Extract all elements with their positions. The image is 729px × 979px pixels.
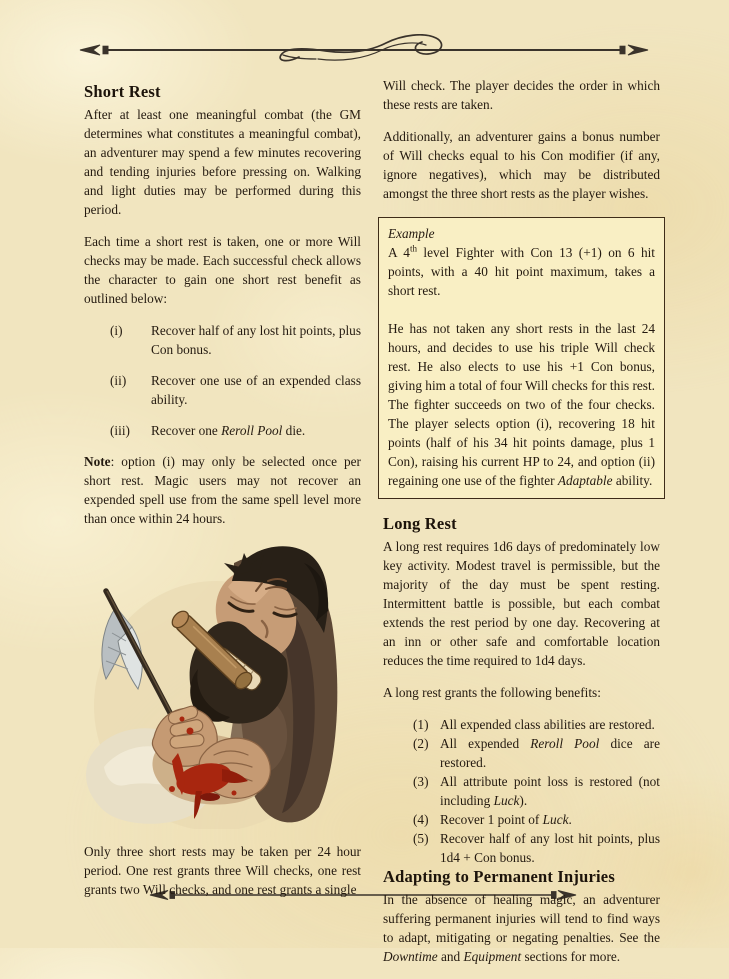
- center-flourish-icon: [280, 35, 441, 61]
- short-rest-paragraph-1: After at least one meaningful combat (the GM determines what constitutes a meaningful combat), an adventurer may spend a few minutes recovering and tending injuries before pressing on. Walking and light duties may be performed during this period.: [84, 107, 361, 217]
- list-item-label: (4): [413, 812, 429, 827]
- list-item-label: (2): [413, 736, 429, 751]
- example-paragraph-1: A 4th level Fighter with Con 13 (+1) on 6 hit points, with a 40 hit point maximum, takes a short rest.: [388, 243, 655, 298]
- list-item: [383, 734, 660, 772]
- long-rest-paragraph: A long rest requires 1d6 days of predominately low key activity. Modest travel is permissible, but the majority of the day must be spent resting. Intermittent battle is possible, but each combat extends the rest period by one day. Recovering at an inn or other safe and comfortable location reduces the time required to 1d4 days.: [383, 539, 660, 668]
- left-column: [84, 82, 361, 912]
- list-item-label: (iii): [110, 423, 130, 438]
- short-rest-closing-paragraph: Only three short rests may be taken per 24 hour period. One rest grants three Will checks, one rest grants two Will checks, and one rest grants a single: [84, 844, 361, 897]
- list-item: [383, 715, 660, 734]
- list-item: [84, 321, 361, 359]
- short-rest-paragraph-2: Each time a short rest is taken, one or more Will checks may be made. Each successful check allows the character to gain one short rest benefit as outlined below:: [84, 234, 361, 306]
- list-item: [383, 772, 660, 810]
- short-rest-benefit-list: [84, 321, 361, 440]
- long-rest-benefits-lead: A long rest grants the following benefits:: [383, 685, 601, 700]
- list-item-label: (5): [413, 831, 429, 846]
- wounded-adventurer-illustration: [86, 541, 340, 829]
- list-item-text: All attribute point loss is restored (not including Luck).: [440, 774, 660, 808]
- list-item-text: Recover half of any lost hit points, plus 1d4 + Con bonus.: [440, 831, 660, 865]
- continuation-paragraph: Will check. The player decides the order in which these rests are taken.: [383, 78, 660, 112]
- long-rest-heading: Long Rest: [383, 514, 457, 533]
- list-item-text: Recover one use of an expended class ability.: [151, 373, 361, 407]
- top-divider-ornament: [78, 34, 650, 66]
- example-box: [378, 217, 665, 499]
- adapting-paragraph: In the absence of healing magic, an adventurer suffering permanent injuries will tend to find ways to adapt, mitigating or negating penalties. See the Downtime and Equipment sections for more.: [383, 892, 660, 964]
- short-rest-note: Note: option (i) may only be selected once per short rest. Magic users may not recover an expended spell use from the same spell level more than once within 24 hours.: [84, 454, 361, 526]
- list-item-label: (i): [110, 323, 123, 338]
- list-item-label: (ii): [110, 373, 127, 388]
- list-item-text: All expended class abilities are restored.: [440, 717, 655, 732]
- list-item-text: Recover half of any lost hit points, plus Con bonus.: [151, 323, 361, 357]
- example-title: Example: [388, 226, 435, 241]
- list-item-text: All expended Reroll Pool dice are restored.: [440, 736, 660, 770]
- list-item: [84, 421, 361, 440]
- list-item-text: Recover 1 point of Luck.: [440, 812, 572, 827]
- list-item-label: (3): [413, 774, 429, 789]
- list-item-label: (1): [413, 717, 429, 732]
- long-rest-benefit-list: [383, 715, 660, 867]
- adapting-heading: Adapting to Permanent Injuries: [383, 867, 615, 886]
- bonus-will-checks-paragraph: Additionally, an adventurer gains a bonus number of Will checks equal to his Con modifier (if any, ignore negatives), which may be distributed amongst the three short rests as the player wishes.: [383, 129, 660, 201]
- short-rest-heading: Short Rest: [84, 82, 161, 101]
- list-item: [383, 810, 660, 829]
- example-paragraph-2: He has not taken any short rests in the last 24 hours, and decides to use his triple Will check rest. He also elects to use his +1 Con bonus, giving him a total of four Will checks for this rest. The fighter succeeds on two of the four checks. The player selects option (i), recovering 18 hit points (half of his 34 hit points damage, plus 1 Con), raising his current HP to 24, and option (ii) regaining one use of the fighter Adaptable ability.: [388, 321, 655, 488]
- list-item: [383, 829, 660, 867]
- list-item: [84, 371, 361, 409]
- right-column: [383, 76, 660, 979]
- list-item-text: Recover one Reroll Pool die.: [151, 423, 306, 438]
